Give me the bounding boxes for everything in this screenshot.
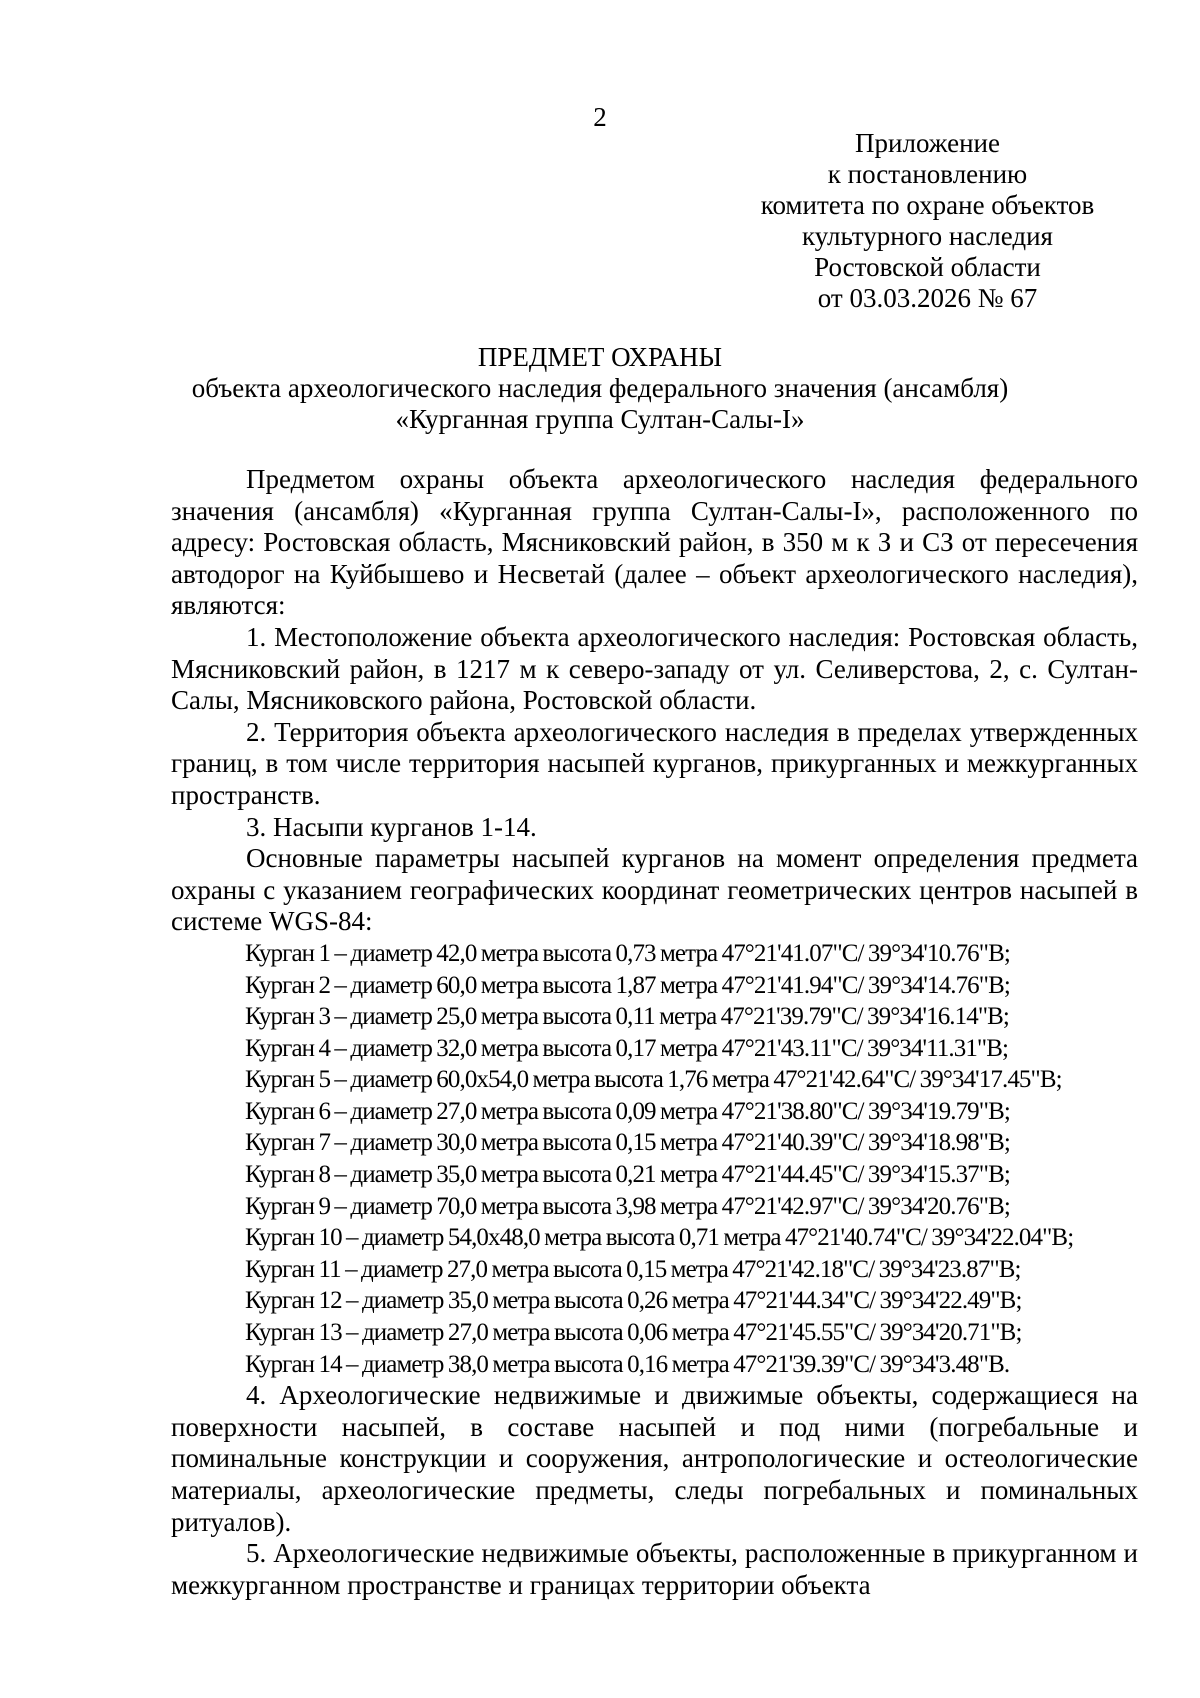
item-5-paragraph: 5. Археологические недвижимые объекты, расположенные в прикурганном и межкурганном пространстве и границах территории объекта: [171, 1538, 1138, 1600]
appendix-line: культурного наследия: [802, 221, 1053, 251]
page-number: 2: [593, 102, 607, 132]
kurgan-entry: Курган 4 – диаметр 32,0 метра высота 0,17 метра 47°21'43.11"С/ 39°34'11.31"В;: [245, 1034, 1009, 1062]
appendix-block: [750, 128, 1105, 314]
heading-title: ПРЕДМЕТ ОХРАНЫ: [477, 342, 723, 372]
kurgan-entry: Курган 2 – диаметр 60,0 метра высота 1,87 метра 47°21'41.94"С/ 39°34'14.76"В;: [245, 971, 1010, 999]
appendix-line: к постановлению: [827, 159, 1028, 189]
intro-paragraph: Предметом охраны объекта археологического наследия федерального значения (ансамбля) «Курганная группа Султан-Салы-I», расположенного по адресу: Ростовская область, Мясниковский район, в 350 м к З и СЗ от пересечения автодорог на Куйбышево и Несветай (далее – объект археологического наследия), являются:: [171, 464, 1138, 621]
appendix-line: Ростовской области: [814, 252, 1041, 282]
kurgan-entry: Курган 11 – диаметр 27,0 метра высота 0,15 метра 47°21'42.18"С/ 39°34'23.87"В;: [245, 1255, 1021, 1283]
item-3-paragraph: 3. Насыпи курганов 1-14.: [246, 811, 537, 842]
kurgan-entry: Курган 10 – диаметр 54,0х48,0 метра высота 0,71 метра 47°21'40.74"С/ 39°34'22.04"В;: [245, 1224, 1074, 1252]
kurgan-entry: Курган 12 – диаметр 35,0 метра высота 0,26 метра 47°21'44.34"С/ 39°34'22.49"В;: [245, 1287, 1022, 1315]
kurgan-entry: Курган 5 – диаметр 60,0х54,0 метра высота 1,76 метра 47°21'42.64"С/ 39°34'17.45"В;: [245, 1066, 1062, 1094]
item-2-paragraph: 2. Территория объекта археологического наследия в пределах утвержденных границ, в том числе территория насыпей курганов, прикурганных и межкурганных пространств.: [171, 716, 1138, 810]
kurgan-entry: Курган 6 – диаметр 27,0 метра высота 0,09 метра 47°21'38.80"С/ 39°34'19.79"В;: [245, 1097, 1010, 1125]
kurgan-entry: Курган 7 – диаметр 30,0 метра высота 0,15 метра 47°21'40.39"С/ 39°34'18.98"В;: [245, 1129, 1010, 1157]
params-intro-paragraph: Основные параметры насыпей курганов на момент определения предмета охраны с указанием географических координат геометрических центров насыпей в системе WGS-84:: [171, 843, 1138, 937]
kurgan-entry: Курган 1 – диаметр 42,0 метра высота 0,73 метра 47°21'41.07"С/ 39°34'10.76"В;: [245, 939, 1010, 967]
heading-subtitle: объекта археологического наследия федерального значения (ансамбля): [191, 373, 1009, 403]
document-heading: [100, 342, 1100, 435]
appendix-line: Приложение: [855, 128, 1000, 158]
kurgan-entry: Курган 8 – диаметр 35,0 метра высота 0,21 метра 47°21'44.45"С/ 39°34'15.37"В;: [245, 1161, 1010, 1189]
kurgan-list: [171, 938, 1138, 1380]
kurgan-entry: Курган 3 – диаметр 25,0 метра высота 0,11 метра 47°21'39.79"С/ 39°34'16.14"В;: [245, 1003, 1009, 1031]
kurgan-entry: Курган 14 – диаметр 38,0 метра высота 0,16 метра 47°21'39.39"С/ 39°34'3.48"В.: [245, 1350, 1010, 1378]
kurgan-entry: Курган 9 – диаметр 70,0 метра высота 3,98 метра 47°21'42.97"С/ 39°34'20.76"В;: [245, 1192, 1010, 1220]
item-1-paragraph: 1. Местоположение объекта археологического наследия: Ростовская область, Мясниковский район, в 1217 м к северо-западу от ул. Селиверстова, 2, с. Султан-Салы, Мясниковского района, Ростовской области.: [171, 621, 1138, 716]
heading-object-name: «Курганная группа Султан-Салы-I»: [395, 404, 805, 434]
item-4-paragraph: 4. Археологические недвижимые и движимые объекты, содержащиеся на поверхности насыпей, в составе насыпей и под ними (погребальные и поминальные конструкции и сооружения, антропологические и остеологические материалы, археологические предметы, следы погребальных и поминальных ритуалов).: [171, 1380, 1138, 1537]
appendix-line: комитета по охране объектов: [760, 190, 1095, 220]
kurgan-entry: Курган 13 – диаметр 27,0 метра высота 0,06 метра 47°21'45.55"С/ 39°34'20.71"В;: [245, 1319, 1022, 1347]
document-body: [171, 464, 1138, 1601]
appendix-line: от 03.03.2026 № 67: [817, 283, 1038, 313]
